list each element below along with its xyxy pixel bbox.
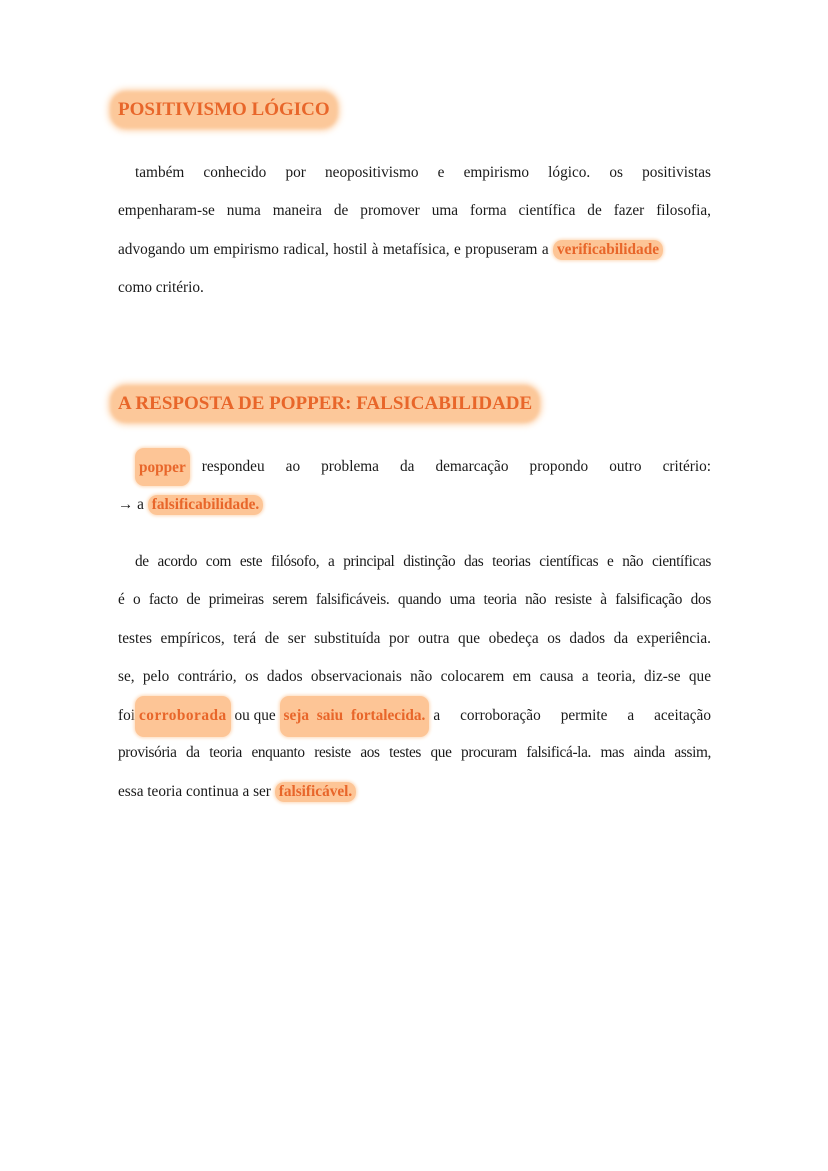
highlight-falsificabilidade: falsificabilidade. — [148, 495, 264, 515]
line-text: a corroboração permite a aceitação — [433, 707, 711, 725]
paragraph-line — [118, 448, 711, 486]
paragraph-line: provisória da teoria enquanto resiste aos testes que procuram falsificá-la. mas ainda assim, — [118, 744, 711, 762]
paragraph-line — [118, 696, 711, 734]
paragraph-popper-intro — [118, 448, 711, 525]
paragraph-line: também conhecido por neopositivismo e empirismo lógico. os positivistas — [135, 164, 711, 181]
paragraph-line: empenharam-se numa maneira de promover uma forma científica de fazer filosofia, — [118, 202, 711, 220]
section-heading-positivismo — [118, 99, 330, 121]
paragraph-line: como critério. — [118, 278, 204, 296]
heading-text: POSITIVISMO LÓGICO — [118, 99, 330, 120]
paragraph-positivismo — [118, 154, 711, 307]
line-text: essa teoria continua a ser — [118, 782, 275, 800]
line-text: foi — [118, 707, 135, 725]
paragraph-line — [118, 231, 711, 269]
paragraph-line: se, pelo contrário, os dados observacionais não colocarem em causa a teoria, diz-se que — [118, 667, 711, 685]
paragraph-line — [118, 486, 711, 524]
highlight-corroborada: corroborada — [135, 696, 231, 737]
heading-text: A RESPOSTA DE POPPER: FALSICABILIDADE — [118, 393, 533, 414]
paragraph-popper-body — [118, 543, 711, 811]
paragraph-line: testes empíricos, terá de ser substituída por outra que obedeça os dados da experiência. — [118, 629, 711, 647]
line-text: respondeu ao problema da demarcação propondo outro critério: — [201, 458, 711, 475]
section-heading-popper — [118, 393, 532, 415]
paragraph-line — [118, 773, 711, 811]
paragraph-line: é o facto de primeiras serem falsificáveis. quando uma teoria não resiste à falsificação dos — [118, 591, 711, 609]
line-text: advogando um empirismo radical, hostil à metafísica, e propuseram a — [118, 240, 554, 258]
highlight-verificabilidade: verificabilidade — [553, 240, 663, 260]
highlight-seja-saiu-fortalecida: seja saiu fortalecida. — [280, 696, 430, 737]
paragraph-line: de acordo com este filósofo, a principal distinção das teorias científicas e não científicas — [135, 553, 711, 570]
highlight-falsificavel: falsificável. — [275, 782, 357, 802]
arrow-text: → a — [118, 496, 148, 514]
highlight-popper: popper — [135, 448, 190, 486]
line-text: ou que — [230, 707, 280, 725]
